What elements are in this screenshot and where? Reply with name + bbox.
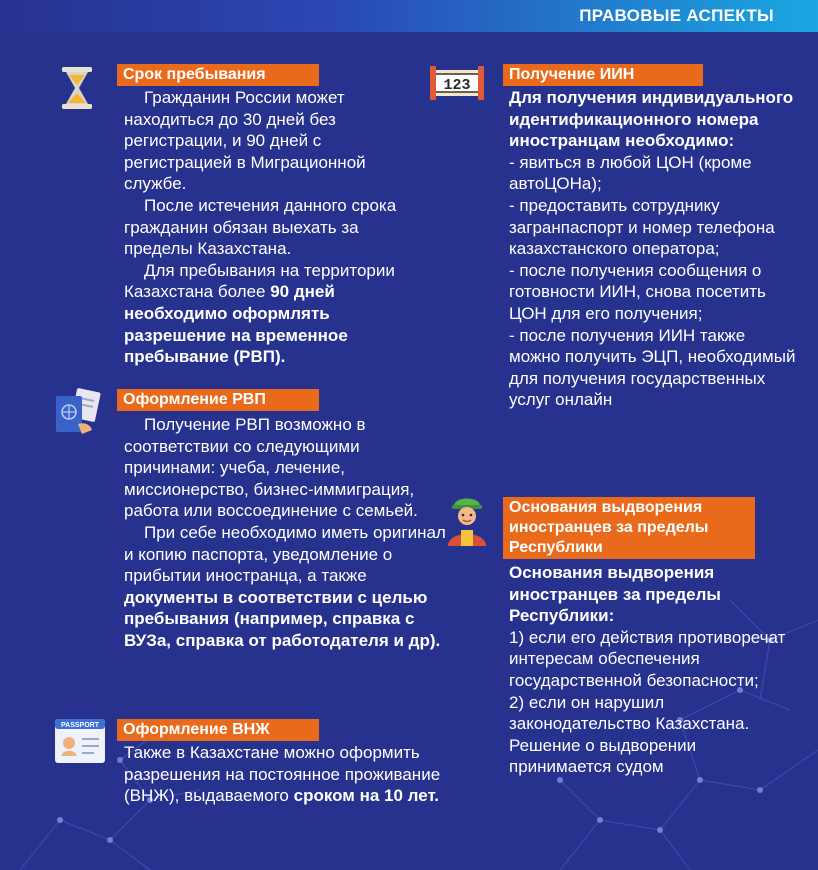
page-title: ПРАВОВЫЕ АСПЕКТЫ xyxy=(579,6,774,25)
stay-paragraph-3 xyxy=(124,260,424,368)
vnzh-label: Оформление ВНЖ xyxy=(117,719,319,741)
stay-paragraph-1: Гражданин России может находиться до 30 дней без регистрации, и 90 дней с регистрацией в Миграционной службе. xyxy=(124,88,366,194)
iin-lead-bold: Для получения индивидуального идентификационного номера иностранцам необходимо: xyxy=(509,88,794,151)
stay-period-text xyxy=(124,87,424,368)
deportation-lead xyxy=(509,562,799,627)
rvp-paragraph-2 xyxy=(124,522,450,652)
stay-paragraph-2: После истечения данного срока гражданин обязан выехать за пределы Казахстана. xyxy=(124,195,397,259)
number-counter-icon xyxy=(430,66,484,100)
iin-item-1: - явиться в любой ЦОН (кроме автоЦОНа); xyxy=(509,152,752,194)
iin-lead xyxy=(509,87,799,152)
deportation-lead-bold: Основания выдворения иностранцев за пределы Республики: xyxy=(509,563,721,626)
hourglass-icon xyxy=(60,66,94,110)
stay-paragraph-3-bold: 90 дней необходимо оформлять разрешение на временное пребывание (РВП). xyxy=(124,282,348,367)
vnzh-text xyxy=(124,742,464,807)
rvp-text xyxy=(124,414,450,652)
rvp-label: Оформление РВП xyxy=(117,389,319,411)
iin-item-4: - после получения ИИН также можно получить ЭЦП, необходимый для получения государственных услуг онлайн xyxy=(509,325,796,410)
passport-card-icon xyxy=(54,718,106,764)
rvp-paragraph-2-text: При себе необходимо иметь оригинал и копию паспорта, уведомление о прибытии иностранца, а также xyxy=(124,522,446,586)
rvp-paragraph-2-bold: документы в соответствии с целью пребывания (например, справка с ВУЗа, справка от работодателя и др). xyxy=(124,587,441,650)
vnzh-paragraph-1 xyxy=(124,742,464,807)
iin-item-3: - после получения сообщения о готовности ИИН, снова посетить ЦОН для его получения; xyxy=(509,260,766,323)
rvp-paragraph-1: Получение РВП возможно в соответствии со следующими причинами: учеба, лечение, миссионерство, бизнес-иммиграция, работа или воссоединение с семьей. xyxy=(124,415,418,521)
deportation-text xyxy=(509,562,799,778)
passport-card-icon-text: PASSPORT xyxy=(61,722,99,729)
stay-period-label: Срок пребывания xyxy=(117,64,319,86)
iin-item-2: - предоставить сотруднику загранпаспорт и номер телефона казахстанского оператора; xyxy=(509,195,775,259)
stay-paragraph-3-text: Для пребывания на территории Казахстана более xyxy=(124,260,395,302)
deportation-note: Решение о выдворении принимается судом xyxy=(509,735,697,777)
vnzh-paragraph-1-bold: сроком на 10 лет. xyxy=(293,786,440,806)
number-counter-icon-text: 123 xyxy=(443,77,471,94)
vnzh-paragraph-1-text: Также в Казахстане можно оформить разрешения на постоянное проживание (ВНЖ), выдаваемого xyxy=(124,743,441,806)
iin-label: Получение ИИН xyxy=(503,64,703,86)
deportation-item-1: 1) если его действия противоречат интересам обеспечения государственной безопасности; xyxy=(509,627,786,690)
deportation-item-2: 2) если он нарушил законодательство Казахстана. xyxy=(509,692,750,734)
worker-person-icon xyxy=(442,492,492,546)
deportation-label: Основания выдворения иностранцев за пределы Республики xyxy=(503,497,755,559)
passport-document-icon xyxy=(52,388,102,438)
iin-text xyxy=(509,87,799,411)
